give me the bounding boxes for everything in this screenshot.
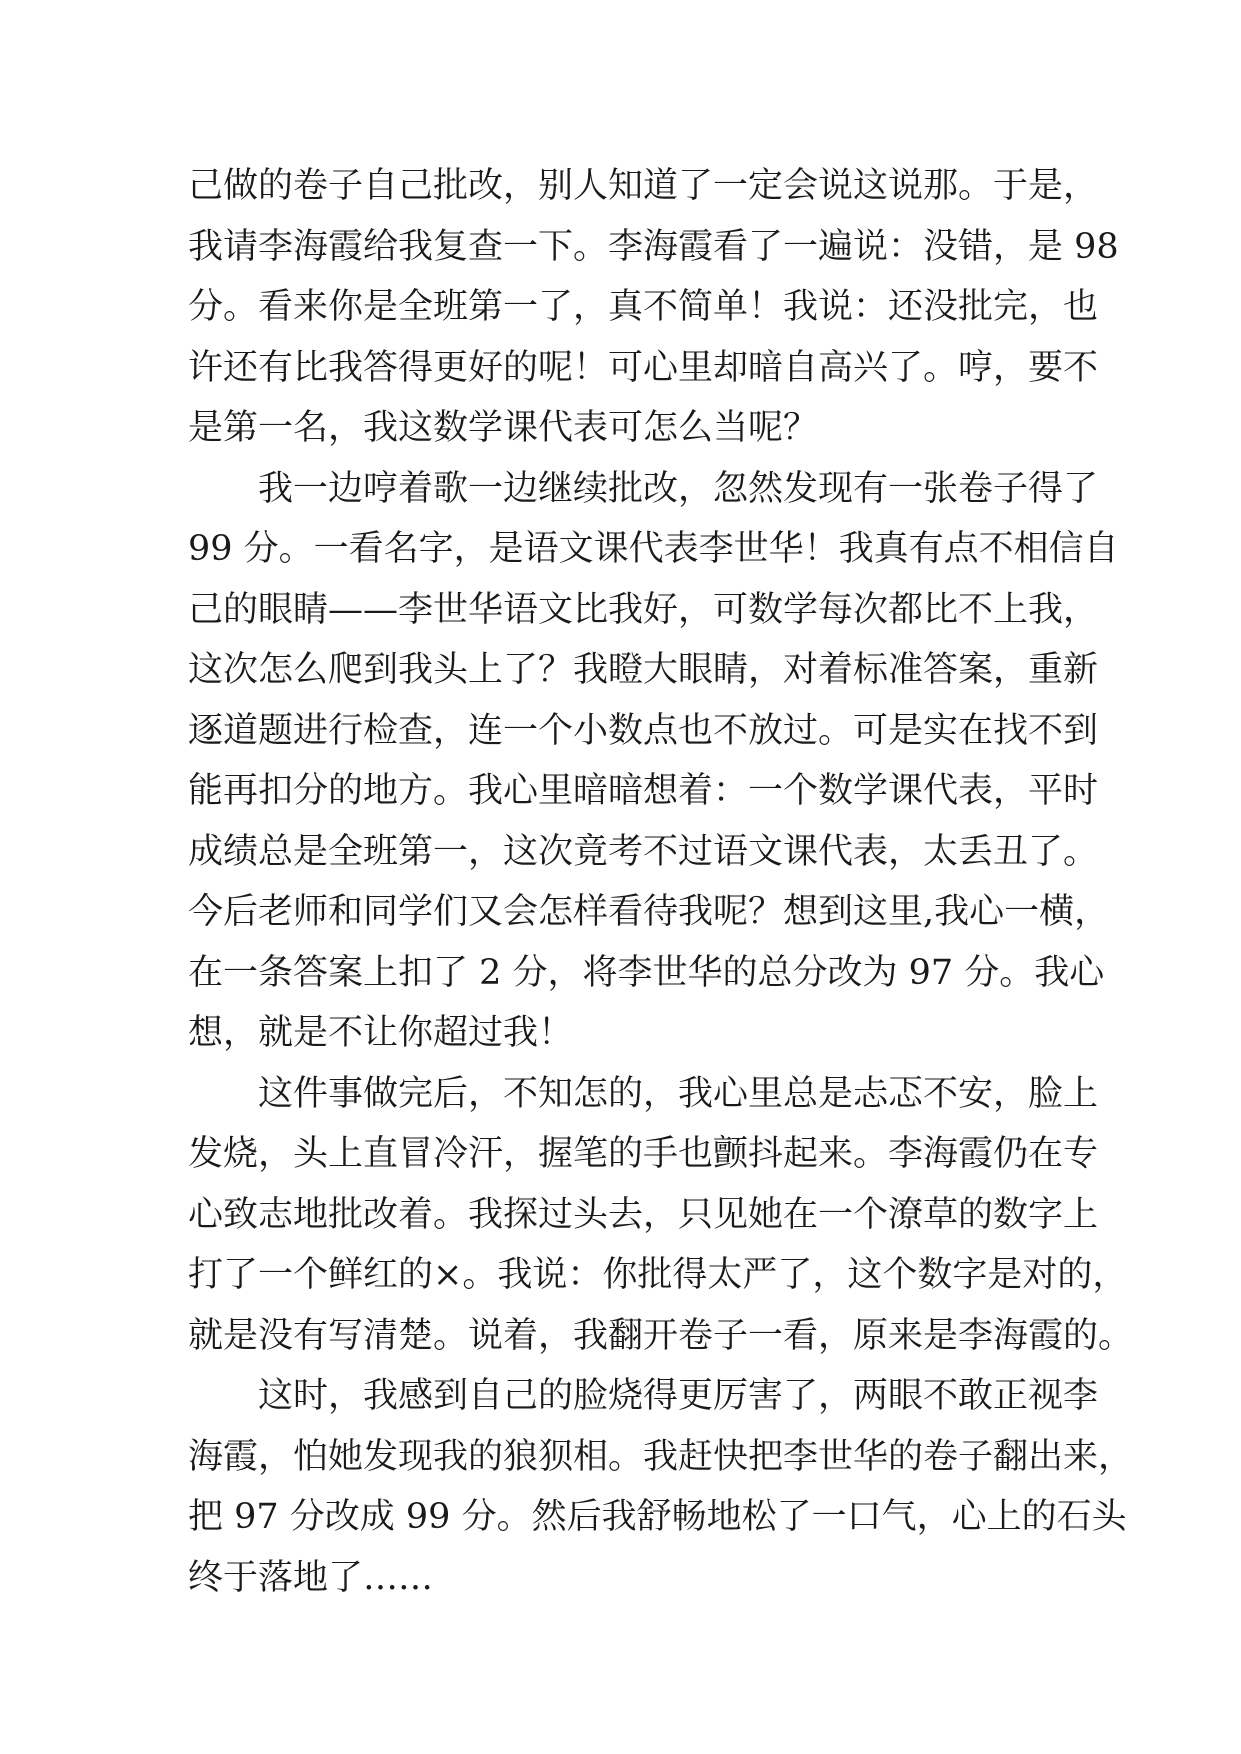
text-line: 这次怎么爬到我头上了？我瞪大眼睛，对着标准答案，重新 xyxy=(188,650,1099,690)
text-line: 这时，我感到自己的脸烧得更厉害了，两眼不敢正视李 xyxy=(258,1376,1099,1416)
body-text xyxy=(188,156,1134,1608)
text-line: 这件事做完后，不知怎的，我心里总是忐忑不安，脸上 xyxy=(258,1073,1099,1114)
text-line: 今后老师和同学们又会怎样看待我呢？想到这里,我心一横， xyxy=(188,892,1110,932)
text-line: 海霞，怕她发现我的狼狈相。我赶快把李世华的卷子翻出来， xyxy=(188,1436,1134,1477)
text-line: 在一条答案上扣了 2 分，将李世华的总分改为 97 分。我心 xyxy=(188,952,1105,993)
text-line: 逐道题进行检查，连一个小数点也不放过。可是实在找不到 xyxy=(188,710,1099,751)
text-line: 打了一个鲜红的×。我说：你批得太严了，这个数字是对的， xyxy=(188,1255,1128,1295)
text-line: 是第一名，我这数学课代表可怎么当呢？ xyxy=(188,408,819,448)
text-line: 终于落地了…… xyxy=(188,1557,434,1598)
text-line: 我请李海霞给我复查一下。李海霞看了一遍说：没错，是 98 xyxy=(188,226,1119,267)
text-line: 己的眼睛——李世华语文比我好，可数学每次都比不上我， xyxy=(188,589,1099,630)
text-line: 把 97 分改成 99 分。然后我舒畅地松了一口气，心上的石头 xyxy=(188,1497,1127,1537)
text-line: 发烧，头上直冒冷汗，握笔的手也颤抖起来。李海霞仍在专 xyxy=(188,1134,1099,1174)
text-line: 许还有比我答得更好的呢！可心里却暗自高兴了。哼，要不 xyxy=(188,347,1099,388)
text-line: 能再扣分的地方。我心里暗暗想着：一个数学课代表，平时 xyxy=(188,771,1099,811)
text-line: 心致志地批改着。我探过头去，只见她在一个潦草的数字上 xyxy=(188,1194,1099,1235)
text-line: 就是没有写清楚。说着，我翻开卷子一看，原来是李海霞的。 xyxy=(188,1315,1134,1356)
text-line: 想，就是不让你超过我！ xyxy=(188,1013,574,1053)
text-line: 己做的卷子自己批改，别人知道了一定会说这说那。于是， xyxy=(188,166,1099,206)
text-line: 成绩总是全班第一，这次竟考不过语文课代表，太丢丑了。 xyxy=(188,831,1099,872)
text-line: 我一边哼着歌一边继续批改，忽然发现有一张卷子得了 xyxy=(258,468,1099,509)
text-line: 99 分。一看名字，是语文课代表李世华！我真有点不相信自 xyxy=(188,529,1119,569)
text-line: 分。看来你是全班第一了，真不简单！我说：还没批完，也 xyxy=(188,287,1099,327)
